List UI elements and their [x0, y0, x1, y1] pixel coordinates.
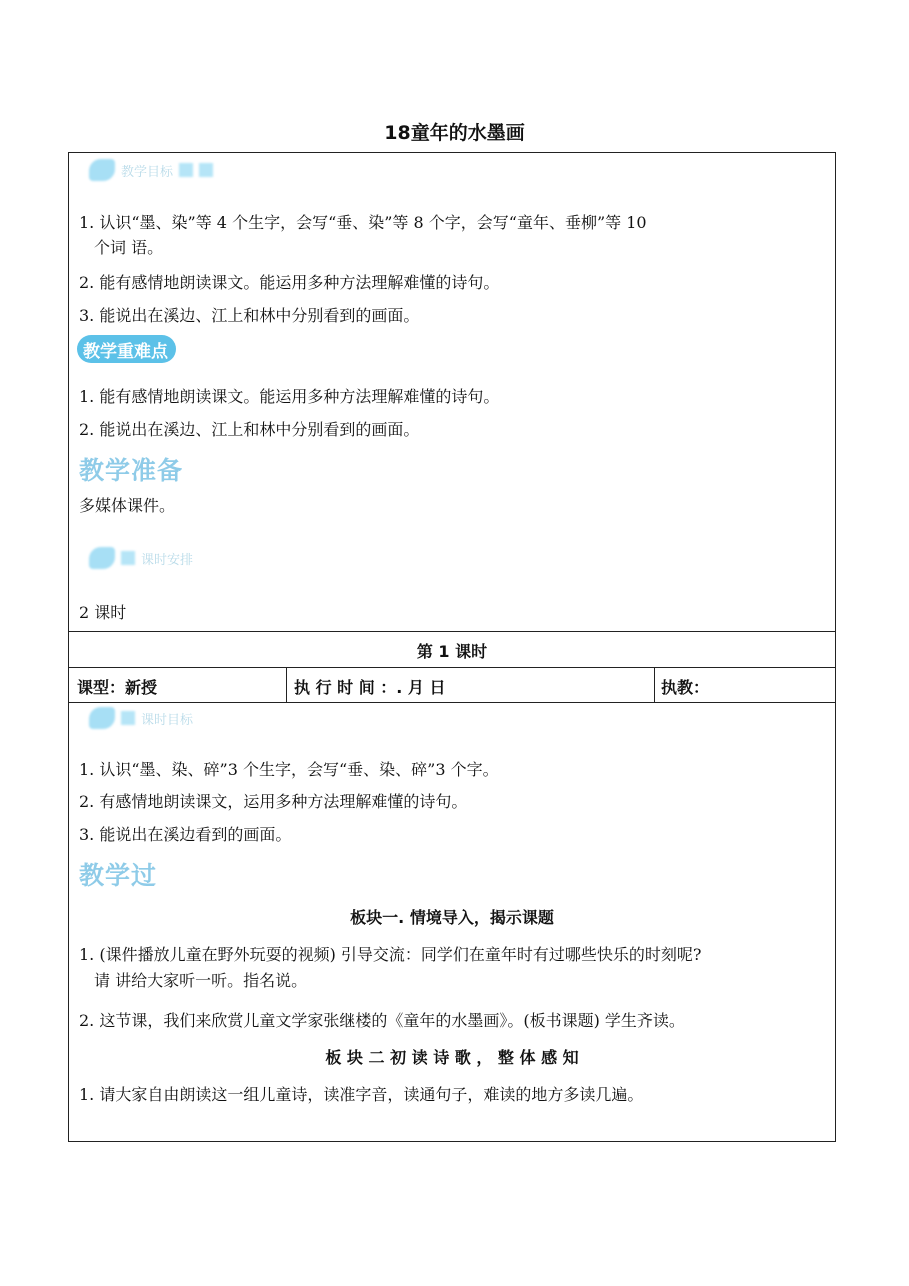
badge-square-icon	[199, 163, 213, 177]
goal-line: 3. 能说出在溪边、江上和林中分别看到的画面。	[79, 306, 420, 325]
block1-line: 1. (课件播放儿童在野外玩耍的视频) 引导交流：同学们在童年时有过哪些快乐的时刻呢?	[79, 945, 702, 964]
badge-decoration-icon	[89, 547, 115, 569]
document-title: 18童年的水墨画	[384, 122, 525, 144]
block1-line: 2. 这节课，我们来欣赏儿童文学家张继楼的《童年的水墨画》。(板书课题) 学生齐读。	[79, 1011, 685, 1030]
keypoints-badge	[77, 335, 176, 363]
keypoint-line: 2. 能说出在溪边、江上和林中分别看到的画面。	[79, 420, 420, 439]
keypoints-badge-label: 教学重难点	[83, 341, 168, 362]
block2-line: 1. 请大家自由朗读这一组儿童诗，读准字音，读通句子，难读的地方多读几遍。	[79, 1085, 644, 1104]
goal-line: 1. 认识“墨、染”等 4 个生字，会写“垂、染”等 8 个字，会写“童年、垂柳”等 10	[79, 213, 647, 232]
lesson-goals-badge	[89, 703, 193, 733]
lesson-goals-badge-label: 课时目标	[141, 712, 194, 728]
badge-decoration-icon	[89, 707, 115, 729]
lesson-title: 第 1 课时	[416, 642, 488, 661]
keypoint-line: 1. 能有感情地朗读课文。能运用多种方法理解难懂的诗句。	[79, 387, 500, 406]
hours-badge-label: 课时安排	[141, 552, 194, 568]
badge-square-icon	[121, 551, 135, 565]
goals-badge	[89, 155, 213, 185]
lesson-type: 课型：新授	[77, 678, 158, 697]
goal-line: 2. 能有感情地朗读课文。能运用多种方法理解难懂的诗句。	[79, 273, 500, 292]
block2-title: 板 块 二 初 读 诗 歌 ， 整 体 感 知	[325, 1048, 579, 1067]
lesson-plan-table	[68, 152, 836, 1142]
lesson-time: 执 行 时 间 ：. 月 日	[294, 678, 446, 697]
lesson-goal-line: 3. 能说出在溪边看到的画面。	[79, 825, 292, 844]
goal-line: 个词 语。	[94, 238, 164, 257]
badge-square-icon	[121, 711, 135, 725]
prep-heading: 教学准备	[79, 456, 184, 485]
hours-text: 2 课时	[79, 603, 127, 622]
lesson-goal-line: 1. 认识“墨、染、碎”3 个生字，会写“垂、染、碎”3 个字。	[79, 760, 499, 779]
badge-decoration-icon	[89, 159, 115, 181]
goals-badge-label: 教学目标	[121, 164, 174, 180]
process-heading: 教学过	[79, 861, 158, 890]
badge-square-icon	[179, 163, 193, 177]
block1-title: 板块一. 情境导入，揭示课题	[350, 908, 554, 927]
hours-badge	[89, 543, 193, 573]
block1-line: 请 讲给大家听一听。指名说。	[94, 971, 308, 990]
prep-text: 多媒体课件。	[79, 496, 176, 515]
lesson-teacher: 执教：	[661, 678, 710, 697]
lesson-goal-line: 2. 有感情地朗读课文，运用多种方法理解难懂的诗句。	[79, 792, 468, 811]
